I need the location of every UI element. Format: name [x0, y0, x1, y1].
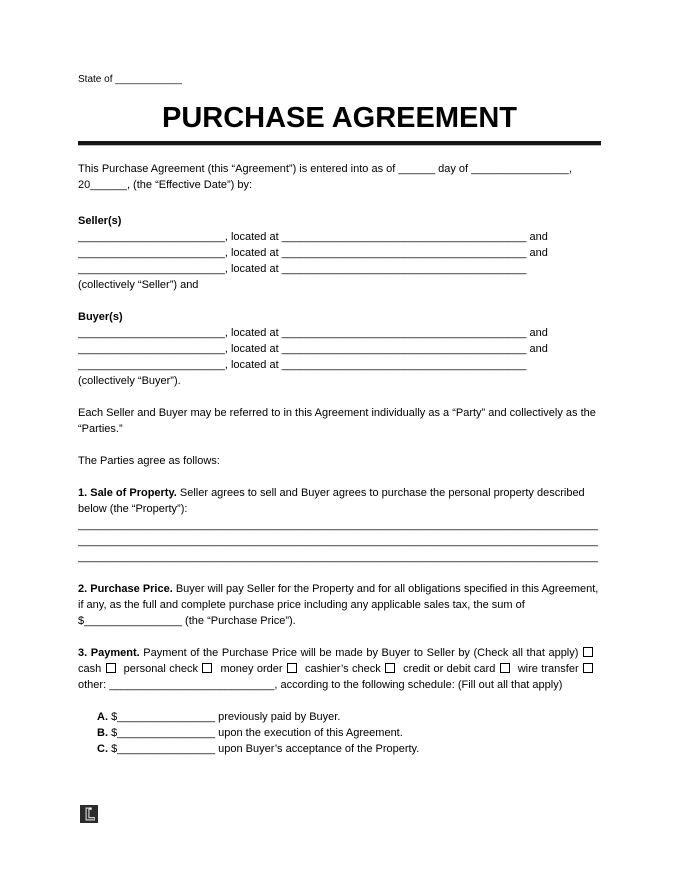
payment-section-outro: , according to the following schedule: (Fill out all that apply): [274, 679, 563, 691]
payment-option-cashiers-check: cashier’s check: [304, 663, 381, 675]
located-at-label: , located at: [224, 247, 282, 259]
buyer-row: [78, 357, 601, 373]
checkbox-cash-icon: [583, 647, 593, 657]
schedule-item-b: [97, 725, 601, 741]
payment-option-wire-transfer: wire transfer: [517, 663, 579, 675]
buyers-heading: Buyer(s): [78, 311, 123, 323]
sale-section-body: Seller agrees to sell and Buyer agrees to purchase the personal property described below (the “Property”):: [78, 487, 585, 515]
checkbox-other-icon: [583, 663, 593, 673]
buyer-address-blank-field: ________________________________________: [281, 359, 527, 371]
schedule-item-label: A.: [97, 711, 108, 723]
schedule-item-text: $________________ previously paid by Buyer.: [111, 711, 341, 723]
schedule-item-a: [97, 709, 601, 725]
and-label: and: [526, 231, 548, 243]
payment-section: [78, 645, 601, 693]
payment-option-cash: cash: [78, 663, 102, 675]
sellers-heading: Seller(s): [78, 215, 122, 227]
payment-section-intro: Payment of the Purchase Price will be made by Buyer to Seller by (Check all that apply): [139, 647, 582, 659]
checkbox-cashiers-check-icon: [287, 663, 297, 673]
seller-row: [78, 245, 601, 261]
located-at-label: , located at: [224, 359, 282, 371]
price-section-body: Buyer will pay Seller for the Property and for all obligations specified in this Agreement, if any, as the full and complete purchase price including any applicable sales tax, the sum of $________________ (the “Purchase Price”).: [78, 583, 599, 627]
parties-paragraph: Each Seller and Buyer may be referred to in this Agreement individually as a “Party” and collectively as the “Parties.”: [78, 407, 596, 435]
checkbox-money-order-icon: [202, 663, 212, 673]
sale-of-property-section: [78, 485, 601, 517]
and-label: and: [526, 343, 548, 355]
property-description-lines: [78, 517, 601, 565]
payment-option-other: other:: [78, 679, 107, 691]
buyer-row: [78, 325, 601, 341]
checkbox-credit-debit-icon: [385, 663, 395, 673]
title-divider: [78, 141, 601, 145]
checkbox-wire-transfer-icon: [500, 663, 510, 673]
sellers-collective-line: (collectively “Seller”) and: [78, 279, 199, 291]
seller-name-blank-field: ________________________: [78, 231, 225, 243]
property-blank-line-field: _____________________________________________________________________________________: [78, 519, 599, 531]
price-section-lead: 2. Purchase Price.: [78, 583, 173, 595]
payment-section-lead: 3. Payment.: [78, 647, 140, 659]
seller-address-blank-field: ________________________________________: [281, 263, 527, 275]
schedule-item-text: $________________ upon Buyer’s acceptance of the Property.: [111, 743, 420, 755]
payment-option-credit-debit: credit or debit card: [403, 663, 496, 675]
seller-row: [78, 229, 601, 245]
page-title: PURCHASE AGREEMENT: [161, 102, 517, 134]
seller-row: [78, 261, 601, 277]
property-blank-line-field: _____________________________________________________________________________________: [78, 551, 599, 563]
sale-section-lead: 1. Sale of Property.: [78, 487, 177, 499]
located-at-label: , located at: [224, 343, 282, 355]
schedule-item-text: $________________ upon the execution of this Agreement.: [111, 727, 403, 739]
buyer-name-blank-field: ________________________: [78, 359, 225, 371]
buyer-name-blank-field: ________________________: [78, 343, 225, 355]
checkbox-personal-check-icon: [106, 663, 116, 673]
other-blank-field: ___________________________: [109, 679, 275, 691]
seller-name-blank-field: ________________________: [78, 247, 225, 259]
payment-option-personal-check: personal check: [123, 663, 199, 675]
and-label: and: [526, 247, 548, 259]
payment-schedule-list: [78, 709, 601, 757]
buyer-row: [78, 341, 601, 357]
schedule-item-label: B.: [97, 727, 108, 739]
schedule-item-c: [97, 741, 601, 757]
buyer-name-blank-field: ________________________: [78, 327, 225, 339]
state-of-line: State of ____________: [78, 74, 182, 85]
agree-line: The Parties agree as follows:: [78, 455, 220, 467]
seller-address-blank-field: ________________________________________: [281, 231, 527, 243]
intro-paragraph: This Purchase Agreement (this “Agreement”) is entered into as of ______ day of ________________, 20______, (the “Effective Date”) by:: [78, 163, 573, 191]
and-label: and: [526, 327, 548, 339]
purchase-price-section: [78, 581, 601, 629]
buyer-address-blank-field: ________________________________________: [281, 327, 527, 339]
buyers-collective-line: (collectively “Buyer”).: [78, 375, 181, 387]
seller-name-blank-field: ________________________: [78, 263, 225, 275]
located-at-label: , located at: [224, 231, 282, 243]
located-at-label: , located at: [224, 327, 282, 339]
property-blank-line-field: _____________________________________________________________________________________: [78, 535, 599, 547]
payment-option-money-order: money order: [220, 663, 283, 675]
legal-templates-logo: [80, 805, 98, 823]
buyer-address-blank-field: ________________________________________: [281, 343, 527, 355]
seller-address-blank-field: ________________________________________: [281, 247, 527, 259]
schedule-item-label: C.: [97, 743, 108, 755]
located-at-label: , located at: [224, 263, 282, 275]
